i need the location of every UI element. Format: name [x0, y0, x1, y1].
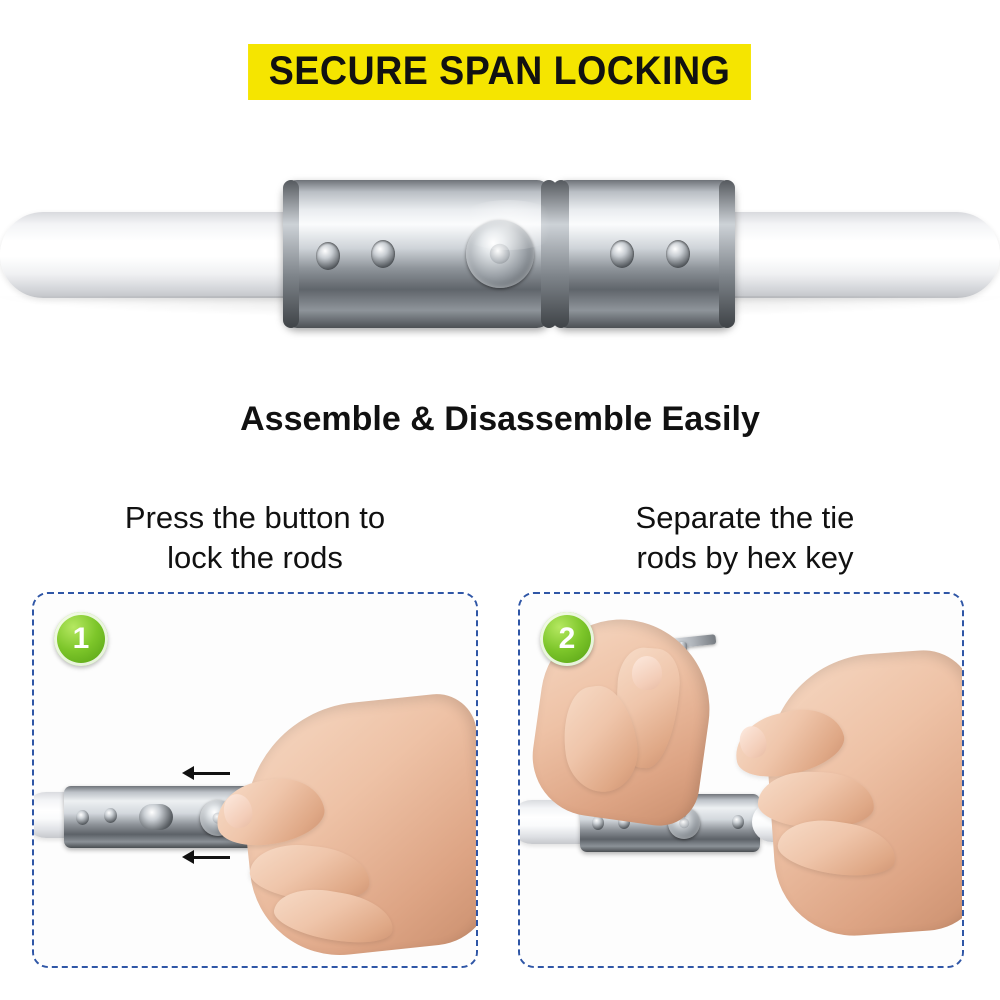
- step-2-panel: [518, 592, 964, 968]
- step-2-left-fingernail: [632, 656, 662, 690]
- step-1-pin-hole-1: [76, 810, 89, 825]
- connector-right-edge: [719, 180, 735, 328]
- step-1-pin-hole-2: [104, 808, 117, 823]
- title-banner-container: [0, 44, 1000, 100]
- pin-hole-3: [610, 240, 634, 268]
- step-2-caption: [515, 498, 975, 577]
- step-1-caption-line2: lock the rods: [167, 539, 343, 575]
- step-1-badge: 1: [54, 612, 108, 666]
- hero-product-photo: [0, 150, 1000, 360]
- step-2-caption-line1: Separate the tie: [635, 500, 855, 535]
- step-2-pin-hole-3: [732, 815, 744, 829]
- connector-seam-right: [553, 180, 569, 328]
- step-1-caption-line1: Press the button to: [124, 500, 386, 535]
- step-2-caption-line2: rods by hex key: [636, 539, 854, 575]
- lock-button: [466, 220, 534, 288]
- connector-right-sleeve: [553, 180, 735, 328]
- pin-hole-4: [666, 240, 690, 268]
- connector-assembly: [283, 180, 735, 328]
- step-1-slot: [139, 804, 173, 830]
- connector-left-edge: [283, 180, 299, 328]
- step-1-panel: [32, 592, 478, 968]
- subheading: Assemble & Disassemble Easily: [240, 400, 760, 438]
- step-2-badge: 2: [540, 612, 594, 666]
- pin-hole-1: [316, 242, 340, 270]
- pin-hole-2: [371, 240, 395, 268]
- step-1-arrow-bottom-head: [182, 850, 194, 864]
- step-1-caption: [25, 498, 485, 577]
- page-title: SECURE SPAN LOCKING: [249, 44, 752, 100]
- step-1-arrow-top-head: [182, 766, 194, 780]
